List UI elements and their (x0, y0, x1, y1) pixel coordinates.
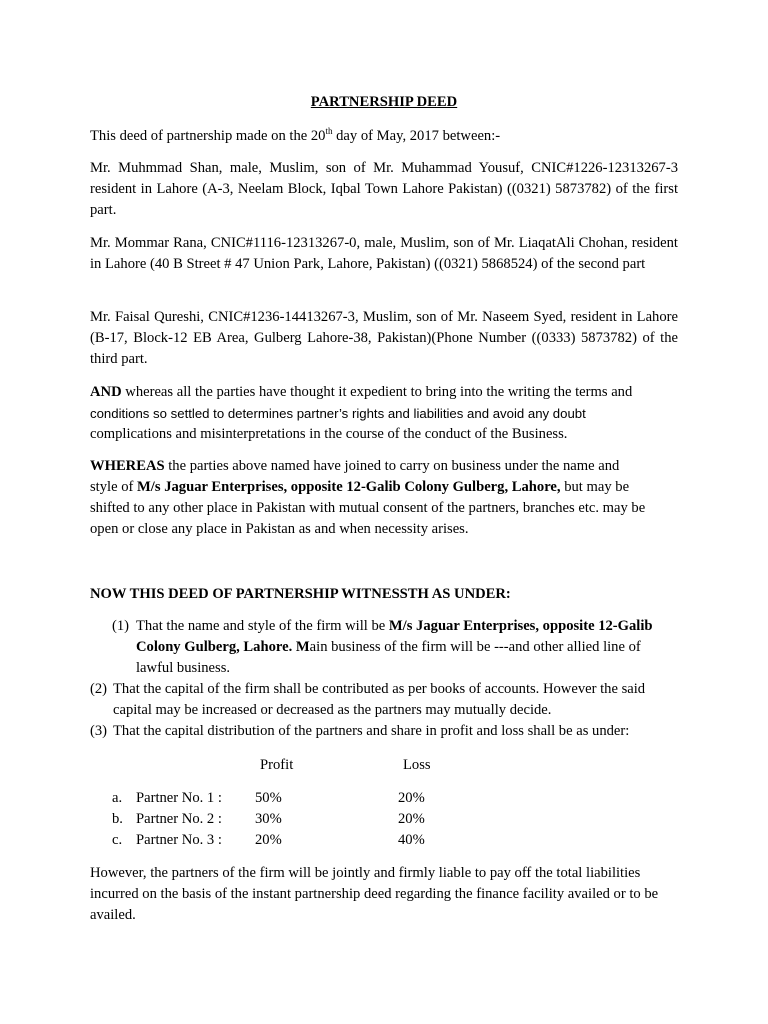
clause-1-line-1 (136, 616, 678, 637)
clause-1-number: (1) (112, 618, 130, 634)
whereas-line-1 (90, 456, 678, 477)
closing-line-1: However, the partners of the firm will be jointly and firmly liable to pay off the total liabilities (90, 865, 641, 881)
loss-value: 20% (398, 811, 425, 827)
clause-2-number: (2) (90, 681, 108, 697)
loss-value: 20% (398, 790, 425, 806)
partner-label: Partner No. 2 : (136, 811, 222, 827)
row-letter: b. (112, 811, 123, 827)
clause-2-line-2: capital may be increased or decreased as the partners may mutually decide. (113, 702, 552, 718)
profit-header: Profit (260, 757, 294, 773)
clause-1-line-3: lawful business. (136, 660, 231, 676)
clause-1-bold-2: Colony Gulberg, Lahore. M (136, 639, 310, 655)
clause-1-text-pre: That the name and style of the firm will be (136, 618, 389, 634)
intro-superscript: th (325, 126, 333, 137)
page-title: PARTNERSHIP DEED (310, 94, 458, 110)
and-line-1 (90, 382, 678, 403)
row-letter: c. (112, 832, 123, 848)
whereas-line-4: open or close any place in Pakistan as and when necessity arises. (90, 521, 469, 537)
section-heading: NOW THIS DEED OF PARTNERSHIP WITNESSTH AS UNDER: (90, 586, 511, 602)
closing-line-2: incurred on the basis of the instant partnership deed regarding the finance facility availed or to be (90, 886, 659, 902)
clause-3-number: (3) (90, 723, 108, 739)
partner-label: Partner No. 3 : (136, 832, 222, 848)
row-letter: a. (112, 790, 123, 806)
clause-1-bold-1: M/s Jaguar Enterprises, opposite 12-Galib (388, 618, 653, 634)
whereas-bold: WHEREAS (90, 458, 165, 474)
closing-line-3: availed. (90, 907, 136, 923)
party-1-paragraph: Mr. Muhmmad Shan, male, Muslim, son of Mr. Muhammad Yousuf, CNIC#1226-12313267-3 resident in Lahore (A-3, Neelam Block, Iqbal Town Lahore Pakistan) ((0321) 5873782) of the first part. (90, 160, 678, 218)
and-paragraph (90, 382, 678, 445)
clause-1-text (136, 616, 678, 679)
intro-text: This deed of partnership made on the 20 (90, 128, 326, 144)
clause-2-line-1: That the capital of the firm shall be contributed as per books of accounts. However the said (113, 681, 646, 697)
party-3-paragraph: Mr. Faisal Qureshi, CNIC#1236-14413267-3, Muslim, son of Mr. Naseem Syed, resident in Lahore (B-17, Block-12 EB Area, Gulberg Lahore-38, Pakistan)(Phone Number ((0333) 5873782) of the third part. (90, 309, 678, 367)
clause-1-text-post: ain business of the firm will be ---and other allied line of (309, 639, 641, 655)
whereas-text-2-pre: style of (90, 479, 138, 495)
profit-value: 30% (255, 811, 282, 827)
loss-value: 40% (398, 832, 425, 848)
firm-name-bold: M/s Jaguar Enterprises, opposite 12-Galib Colony Gulberg, Lahore, (137, 479, 561, 495)
whereas-line-2 (90, 477, 678, 498)
whereas-line-3: shifted to any other place in Pakistan with mutual consent of the partners, branches etc. may be (90, 500, 646, 516)
profit-value: 50% (255, 790, 282, 806)
whereas-paragraph (90, 456, 678, 540)
and-bold: AND (90, 384, 122, 400)
partner-label: Partner No. 1 : (136, 790, 222, 806)
and-line-2: conditions so settled to determines partner’s rights and liabilities and avoid any doubt (90, 406, 586, 421)
intro-line (90, 126, 678, 147)
and-line-3: complications and misinterpretations in the course of the conduct of the Business. (90, 426, 568, 442)
party-2-paragraph: Mr. Mommar Rana, CNIC#1116-12313267-0, male, Muslim, son of Mr. LiaqatAli Chohan, resident in Lahore (40 B Street # 47 Union Park, Lahore, Pakistan) ((0321) 5868524) of the second part (90, 235, 678, 272)
and-text-1: whereas all the parties have thought it expedient to bring into the writing the terms and (121, 384, 633, 400)
whereas-text-2-post: but may be (560, 479, 630, 495)
intro-tail: day of May, 2017 between:- (332, 128, 501, 144)
loss-header: Loss (403, 757, 431, 773)
closing-paragraph (90, 863, 678, 926)
clause-1-line-2 (136, 637, 678, 658)
whereas-text-1: the parties above named have joined to carry on business under the name and (164, 458, 620, 474)
profit-value: 20% (255, 832, 282, 848)
clause-3-line-1: That the capital distribution of the partners and share in profit and loss shall be as under: (113, 723, 630, 739)
